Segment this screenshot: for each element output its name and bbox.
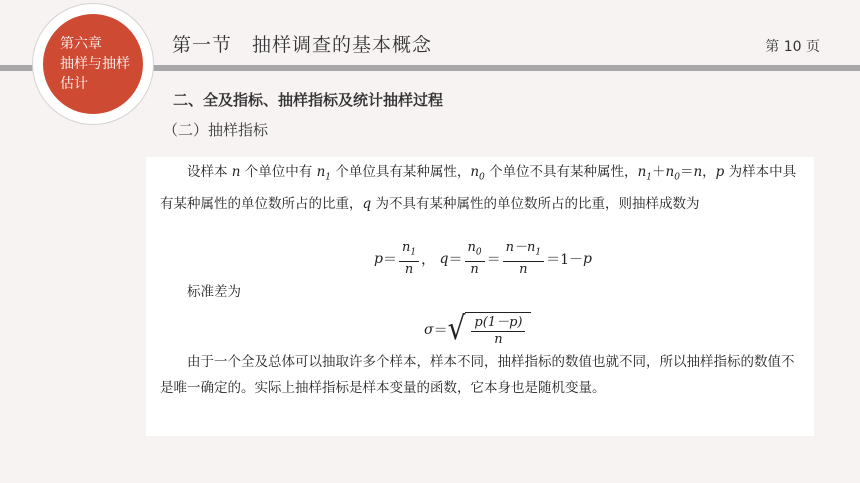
chapter-name-line1: 抽样与抽样 [60, 56, 130, 72]
sub-heading: （二）抽样指标 [163, 121, 269, 139]
paragraph-std-label [160, 279, 800, 305]
text-segment: 为样本中具有某种属性的单位数所占的比重， [160, 164, 797, 212]
section-heading: 二、全及指标、抽样指标及统计抽样过程 [173, 91, 444, 109]
header-title: 第一节 抽样调查的基本概念 [172, 34, 433, 56]
chapter-badge [33, 4, 153, 124]
text-segment: 为不具有某种属性的单位数所占的比重，则抽样成数为 [375, 195, 700, 212]
formula-proportion: p ＝ $\frac{n_1}{n}$ ， q ＝ $\frac{n_0}{n}$ ＝ $\frac{n-n_1}{n}$ ＝1－ p [374, 240, 592, 277]
text-segment: ， [702, 164, 716, 180]
text-segment: 个单位具有某种属性， [335, 164, 471, 180]
content-panel [146, 157, 814, 436]
formula-std: σ ＝ √ $\frac{p(1-p)}{n}$ [424, 312, 531, 348]
text-segment: 标准差为 [187, 284, 241, 300]
chapter-badge-circle [43, 14, 143, 114]
text-segment: 个单位不具有某种属性， [489, 164, 638, 180]
chapter-name-line2: 估计 [60, 76, 88, 92]
text-segment: 个单位中有 [244, 164, 313, 180]
page-number: 第 10 页 [765, 39, 820, 55]
paragraph-definition: 设样本 n 个单位中有 $n_1$ 个单位具有某种属性，$n_0$ 个单位不具有某种属性，$n_1+n_0=n$，p 为样本中具有某种属性的单位数所占的比重，q 为不具有某种属性的单位数所占的比重，则抽样成数为 [160, 164, 797, 212]
chapter-label: 第六章 [60, 36, 102, 52]
text-segment: 由于一个全及总体可以抽取许多个样本，样本不同，抽样指标的数值也就不同，所以抽样指标的数值不是唯一确定的。实际上抽样指标是样本变量的函数，它本身也是随机变量。 [160, 354, 795, 396]
paragraph-explanation [160, 349, 800, 401]
text-segment: 设样本 [187, 164, 228, 180]
